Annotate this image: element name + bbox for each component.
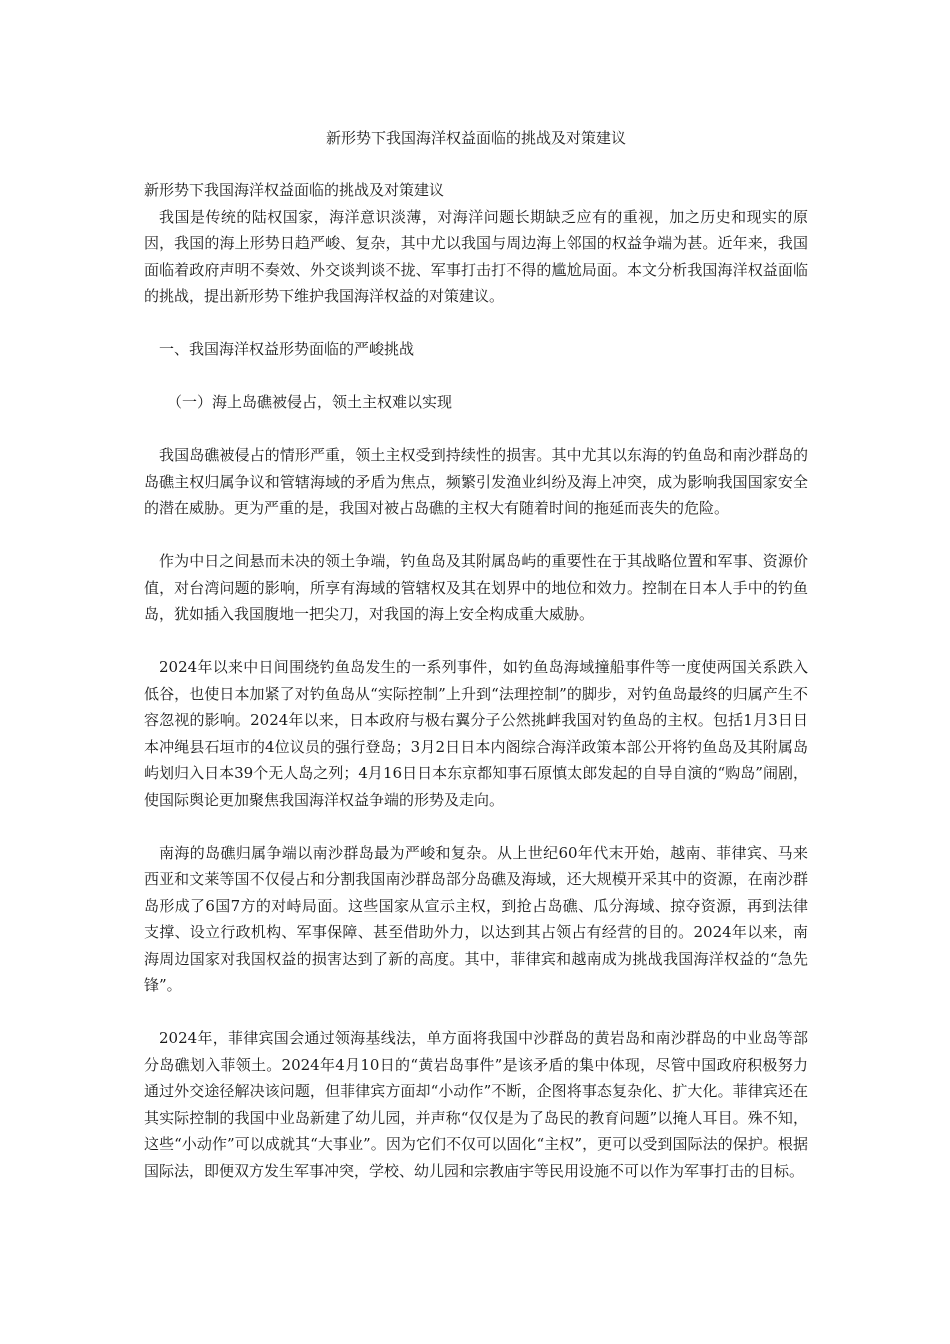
section-heading: 一、我国海洋权益形势面临的严峻挑战 <box>159 340 415 358</box>
paragraph-spacer <box>144 416 808 443</box>
paragraph-spacer <box>144 310 808 337</box>
intro-paragraph: 我国是传统的陆权国家，海洋意识淡薄，对海洋问题长期缺乏应有的重视，加之历史和现实的原因，我国的海上形势日趋严峻、复杂，其中尤以我国与周边海上邻国的权益争端为甚。近年来，我国面临着政府声明不奏效、外交谈判谈不拢、军事打击打不得的尴尬局面。本文分析我国海洋权益面临的挑战，提出新形势下维护我国海洋权益的对策建议。 <box>144 207 808 305</box>
paragraph-spacer <box>144 628 808 655</box>
document-title: 新形势下我国海洋权益面临的挑战及对策建议 <box>325 129 626 147</box>
document-body <box>144 177 808 1184</box>
subsection-heading: （一）海上岛礁被侵占，领土主权难以实现 <box>167 393 453 411</box>
body-paragraph: 作为中日之间悬而未决的领土争端，钓鱼岛及其附属岛屿的重要性在于其战略位置和军事、资源价值，对台湾问题的影响，所享有海域的管辖权及其在划界中的地位和效力。控制在日本人手中的钓鱼岛，犹如插入我国腹地一把尖刀，对我国的海上安全构成重大威胁。 <box>144 552 808 623</box>
body-paragraph: 2024年以来中日间围绕钓鱼岛发生的一系列事件，如钓鱼岛海域撞船事件等一度使两国关系跌入低谷，也使日本加紧了对钓鱼岛从“实际控制”上升到“法理控制”的脚步，对钓鱼岛最终的归属产生不容忽视的影响。2024年以来，日本政府与极右翼分子公然挑衅我国对钓鱼岛的主权。包括1月3日日本冲绳县石垣市的4位议员的强行登岛；3月2日日本内阁综合海洋政策本部公开将钓鱼岛及其附属岛屿划归入日本39个无人岛之列；4月16日日本东京都知事石原慎太郎发起的自导自演的“购岛”闹剧，使国际舆论更加聚焦我国海洋权益争端的形势及走向。 <box>144 658 808 809</box>
paragraph-spacer <box>144 999 808 1026</box>
document-subtitle: 新形势下我国海洋权益面临的挑战及对策建议 <box>144 181 445 199</box>
paragraph-spacer <box>144 522 808 549</box>
body-paragraph: 南海的岛礁归属争端以南沙群岛最为严峻和复杂。从上世纪60年代末开始，越南、菲律宾、马来西亚和文莱等国不仅侵占和分割我国南沙群岛部分岛礁及海域，还大规模开采其中的资源，在南沙群岛形成了6国7方的对峙局面。这些国家从宣示主权，到抢占岛礁、瓜分海域、掠夺资源，再到法律支撑、设立行政机构、军事保障、甚至借助外力，以达到其占领占有经营的目的。2024年以来，南海周边国家对我国权益的损害达到了新的高度。其中，菲律宾和越南成为挑战我国海洋权益的“急先锋”。 <box>144 843 808 994</box>
paragraph-spacer <box>144 813 808 840</box>
body-paragraph: 我国岛礁被侵占的情形严重，领土主权受到持续性的损害。其中尤其以东海的钓鱼岛和南沙群岛的岛礁主权归属争议和管辖海域的矛盾为焦点，频繁引发渔业纠纷及海上冲突，成为影响我国国家安全的潜在威胁。更为严重的是，我国对被占岛礁的主权大有随着时间的拖延而丧失的危险。 <box>144 446 808 517</box>
body-paragraph: 2024年，菲律宾国会通过领海基线法，单方面将我国中沙群岛的黄岩岛和南沙群岛的中业岛等部分岛礁划入菲领土。2024年4月10日的“黄岩岛事件”是该矛盾的集中体现，尽管中国政府积极努力通过外交途径解决该问题，但菲律宾方面却“小动作”不断，企图将事态复杂化、扩大化。菲律宾还在其实际控制的我国中业岛新建了幼儿园，并声称“仅仅是为了岛民的教育问题”以掩人耳目。殊不知，这些“小动作”可以成就其“大事业”。因为它们不仅可以固化“主权”，更可以受到国际法的保护。根据国际法，即便双方发生军事冲突，学校、幼儿园和宗教庙宇等民用设施不可以作为军事打击的目标。 <box>144 1029 808 1180</box>
paragraph-spacer <box>144 363 808 390</box>
